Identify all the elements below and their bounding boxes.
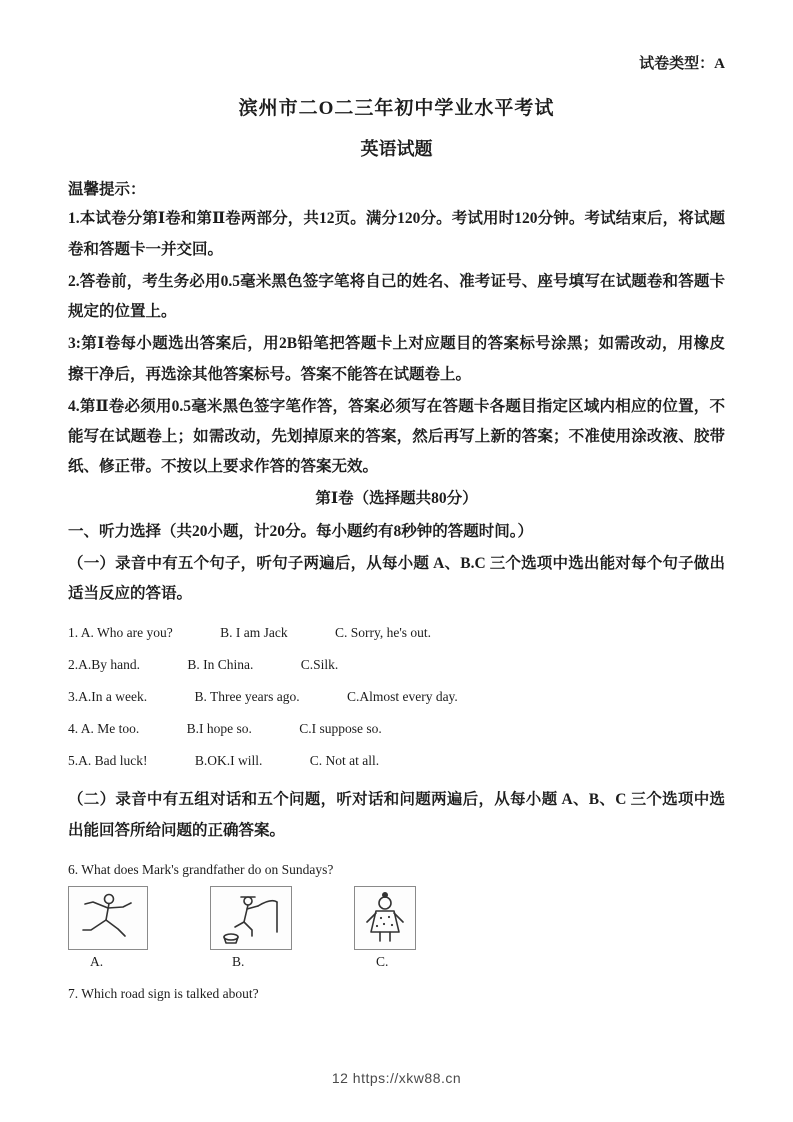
picture-b-frame: [210, 886, 292, 950]
grandmother-figure-icon: [359, 890, 411, 946]
paper-type-label: 试卷类型：A: [639, 56, 725, 72]
question-6-pictures: [68, 886, 725, 970]
listening-section-heading: 一、听力选择（共20小题，计20分。每小题约有8秒钟的答题时间。）: [68, 522, 534, 540]
notice-2: 2.答卷前，考生务必用0.5毫米黑色签字笔将自己的姓名、准考证号、座号填写在试题卷和答题卡规定的位置上。: [68, 272, 725, 321]
q5-option-b: B.OK.I will.: [194, 753, 263, 769]
tai-chi-figure-icon: [73, 890, 143, 946]
notice-heading: 温馨提示：: [68, 181, 146, 198]
q3-option-b: B. Three years ago.: [194, 689, 300, 705]
part2-instruction: （二）录音中有五组对话和五个问题，听对话和问题两遍后，从每小题 A、B、C 三个选项中选出能回答所给问题的正确答案。: [68, 791, 725, 839]
question-1: [68, 625, 725, 641]
section1-heading: 第Ⅰ卷（选择题共80分）: [315, 490, 478, 508]
exam-subtitle: 英语试题: [360, 139, 433, 159]
notice-3: 3:第Ⅰ卷每小题选出答案后，用2B铅笔把答题卡上对应题目的答案标号涂黑；如需改动，用橡皮擦干净后，再选涂其他答案标号。答案不能答在试题卷上。: [68, 335, 725, 383]
q3-option-c: C.Almost every day.: [346, 689, 458, 705]
q2-option-b: B. In China.: [187, 657, 254, 673]
q4-option-b: B.I hope so.: [186, 721, 252, 737]
picture-a-label: A.: [90, 953, 104, 969]
q2-option-c: C.Silk.: [300, 657, 339, 673]
picture-option-a: [68, 886, 148, 970]
page-footer: 12 https://xkw88.cn: [331, 1070, 462, 1086]
q3-option-a: 3.A.In a week.: [68, 689, 148, 705]
question-6: 6. What does Mark's grandfather do on Sundays?: [68, 861, 334, 877]
picture-c-frame: [354, 886, 416, 950]
question-3: [68, 689, 725, 705]
question-2: [68, 657, 725, 673]
question-4: [68, 721, 725, 737]
picture-option-b: [210, 886, 292, 970]
picture-c-label: C.: [376, 953, 389, 969]
notice-1: 1.本试卷分第Ⅰ卷和第Ⅱ卷两部分，共12页。满分120分。考试用时120分钟。考试结束后，将试题卷和答题卡一并交回。: [68, 210, 725, 258]
q2-option-a: 2.A.By hand.: [68, 657, 140, 673]
fishing-figure-icon: [215, 890, 287, 946]
q5-option-c: C. Not at all.: [309, 753, 380, 769]
picture-a-frame: [68, 886, 148, 950]
picture-b-label: B.: [232, 953, 245, 969]
picture-option-c: [354, 886, 416, 970]
exam-title: 滨州市二O二三年初中学业水平考试: [238, 98, 555, 119]
part1-instruction: （一）录音中有五个句子，听句子两遍后，从每小题 A、B.C 三个选项中选出能对每个句子做出适当反应的答语。: [68, 554, 725, 603]
q1-option-b: B. I am Jack: [220, 625, 288, 641]
question-7: 7. Which road sign is talked about?: [68, 985, 259, 1001]
q5-option-a: 5.A. Bad luck!: [68, 753, 148, 769]
q1-option-c: C. Sorry, he's out.: [334, 625, 432, 641]
q4-option-c: C.I suppose so.: [299, 721, 382, 737]
question-5: [68, 753, 725, 769]
q1-option-a: 1. A. Who are you?: [68, 625, 173, 641]
notice-4: 4.第Ⅱ卷必须用0.5毫米黑色签字笔作答，答案必须写在答题卡各题目指定区域内相应的位置，不能写在试题卷上；如需改动，先划掉原来的答案，然后再写上新的答案；不准使用涂改液、胶带纸、修正带。不按以上要求作答的答案无效。: [68, 397, 725, 476]
q4-option-a: 4. A. Me too.: [68, 721, 140, 737]
